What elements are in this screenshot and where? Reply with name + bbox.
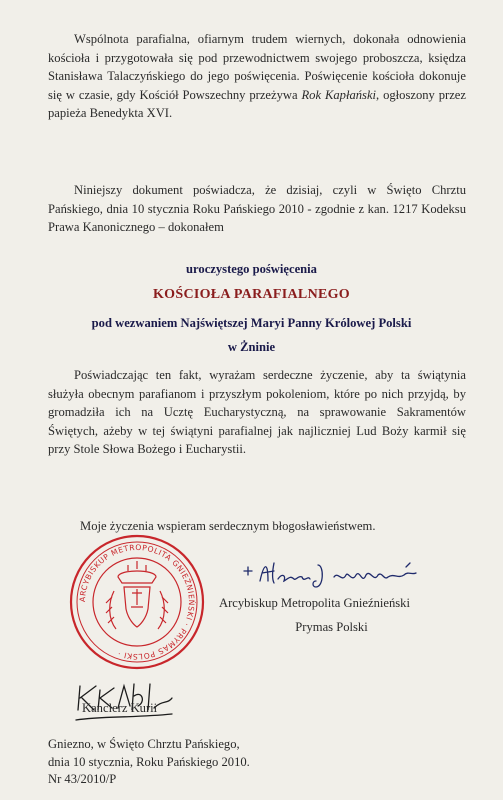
paragraph-intro: Wspólnota parafialna, ofiarnym trudem wiernych, dokonała odnowienia kościoła i przygotowała się pod przewodnictwem swojego proboszcza, księdza Stanisława Talaczyńskiego do jego poświęcenia. Poświęcenie kościoła dokonuje się w czasie, gdy Kościół Powszechny przeżywa Rok Kapłański, ogłoszony przez papieża Benedykta XVI. bbox=[48, 32, 466, 121]
rok-kaplanski-text: Rok Kapłański bbox=[301, 87, 377, 102]
archbishop-signature bbox=[238, 557, 438, 593]
footer-number: Nr 43/2010/P bbox=[48, 772, 117, 786]
ceremony-heading: uroczystego poświęcenia bbox=[186, 262, 317, 276]
dedication-heading: pod wezwaniem Najświętszej Maryi Panny Królowej Polski bbox=[91, 316, 412, 330]
document-footer bbox=[48, 736, 250, 789]
footer-place: Gniezno, w Święto Chrztu Pańskiego, bbox=[48, 737, 240, 751]
church-heading: KOŚCIOŁA PARAFIALNEGO bbox=[152, 287, 350, 302]
paragraph-attestation: Niniejszy dokument poświadcza, że dzisiaj, czyli w Święto Chrztu Pańskiego, dnia 10 stycznia Roku Pańskiego 2010 - zgodnie z kan. 1217 Kodeksu Prawa Kanonicznego – dokonałem bbox=[48, 183, 466, 235]
archbishop-seal-stamp bbox=[68, 533, 206, 671]
paragraph-wishes: Poświadczając ten fakt, wyrażam serdeczne życzenie, aby ta świątynia służyła obecnym parafianom i przyszłym pokoleniom, które po nich przyjdą, by gromadziła ich na Ucztę Eucharystyczną, na sprawowanie Sakramentów Świętych, ażeby w tej świątyni parafialnej jak najliczniej Lud Boży karmił się przy Stole Słowa Bożego i Eucharystii. bbox=[48, 368, 466, 457]
chancellor-title: Kanclerz Kurii bbox=[82, 701, 158, 715]
svg-text:ARCYBISKUP METROPOLITA GNIEŹNI: ARCYBISKUP METROPOLITA GNIEŹNIEŃSKI · PRYMAS POLSKI · bbox=[77, 542, 197, 662]
paragraph-blessing: Moje życzenia wspieram serdecznym błogosławieństwem. bbox=[80, 519, 376, 533]
location-heading: w Żninie bbox=[227, 340, 276, 354]
primate-title: Prymas Polski bbox=[295, 620, 368, 634]
footer-date: dnia 10 stycznia, Roku Pańskiego 2010. bbox=[48, 754, 250, 769]
archbishop-title: Arcybiskup Metropolita Gnieźnieński bbox=[219, 596, 410, 610]
